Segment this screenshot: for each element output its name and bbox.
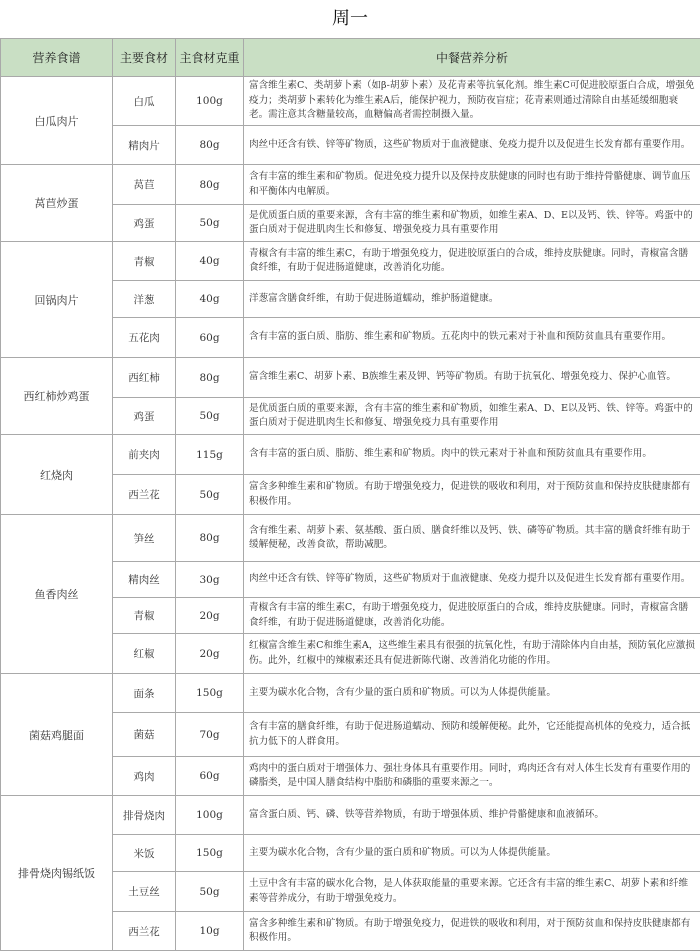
nutrition-analysis: 含有丰富的维生素和矿物质。促进免疫力提升以及保持皮肤健康的同时也有助于维持骨骼健康、调节血压和平衡体内电解质。 xyxy=(244,165,700,205)
ingredient-name: 鸡蛋 xyxy=(113,398,176,435)
ingredient-weight: 80g xyxy=(176,358,244,398)
ingredient-name: 前夹肉 xyxy=(113,435,176,475)
nutrition-analysis: 是优质蛋白质的重要来源，含有丰富的维生素和矿物质，如维生素A、D、E以及钙、铁、锌等。鸡蛋中的蛋白质对于促进肌肉生长和修复、增强免疫力具有重要作用 xyxy=(244,205,700,242)
nutrition-analysis: 富含多种维生素和矿物质。有助于增强免疫力，促进铁的吸收和利用，对于预防贫血和保持皮肤健康都有积极作用。 xyxy=(244,912,700,951)
ingredient-name: 青椒 xyxy=(113,598,176,634)
nutrition-analysis: 含有丰富的蛋白质、脂肪、维生素和矿物质。五花肉中的铁元素对于补血和预防贫血具有重要作用。 xyxy=(244,318,700,358)
nutrition-analysis: 红椒富含维生素C和维生素A，这些维生素具有很强的抗氧化性，有助于清除体内自由基，预防氧化应激损伤。此外，红椒中的辣椒素还具有促进新陈代谢、改善消化功能的作用。 xyxy=(244,634,700,674)
ingredient-weight: 30g xyxy=(176,562,244,598)
ingredient-name: 笋丝 xyxy=(113,515,176,562)
ingredient-weight: 50g xyxy=(176,872,244,912)
ingredient-weight: 150g xyxy=(176,835,244,872)
header-weight: 主食材克重 xyxy=(176,39,244,77)
ingredient-weight: 50g xyxy=(176,475,244,515)
ingredient-weight: 20g xyxy=(176,598,244,634)
nutrition-analysis: 含有丰富的蛋白质、脂肪、维生素和矿物质。肉中的铁元素对于补血和预防贫血具有重要作用。 xyxy=(244,435,700,475)
ingredient-name: 莴苣 xyxy=(113,165,176,205)
ingredient-weight: 50g xyxy=(176,398,244,435)
ingredient-name: 米饭 xyxy=(113,835,176,872)
nutrition-analysis: 青椒含有丰富的维生素C，有助于增强免疫力，促进胶原蛋白的合成，维持皮肤健康。同时，青椒富含膳食纤维，有助于促进肠道健康，改善消化功能。 xyxy=(244,598,700,634)
dish-name: 鱼香肉丝 xyxy=(1,515,113,674)
ingredient-weight: 80g xyxy=(176,515,244,562)
table-row xyxy=(1,435,700,475)
page-title: 周一 xyxy=(0,0,700,38)
nutrition-analysis: 含有维生素、胡萝卜素、氨基酸、蛋白质、膳食纤维以及钙、铁、磷等矿物质。其丰富的膳食纤维有助于缓解便秘，改善食欲，帮助减肥。 xyxy=(244,515,700,562)
nutrition-analysis: 主要为碳水化合物，含有少量的蛋白质和矿物质。可以为人体提供能量。 xyxy=(244,674,700,713)
ingredient-weight: 50g xyxy=(176,205,244,242)
table-row xyxy=(1,242,700,281)
ingredient-name: 五花肉 xyxy=(113,318,176,358)
nutrition-analysis: 含有丰富的膳食纤维，有助于促进肠道蠕动、预防和缓解便秘。此外，它还能提高机体的免疫力，适合抵抗力低下的人群食用。 xyxy=(244,713,700,757)
ingredient-weight: 60g xyxy=(176,757,244,796)
ingredient-name: 白瓜 xyxy=(113,77,176,126)
ingredient-name: 西兰花 xyxy=(113,475,176,515)
nutrition-analysis: 富含维生素C、胡萝卜素、B族维生素及钾、钙等矿物质。有助于抗氧化、增强免疫力、保护心血管。 xyxy=(244,358,700,398)
table-header-row xyxy=(1,39,700,77)
table-row xyxy=(1,674,700,713)
nutrition-analysis: 富含维生素C、类胡萝卜素（如β-胡萝卜素）及花青素等抗氧化剂。维生素C可促进胶原蛋白合成，增强免疫力；类胡萝卜素转化为维生素A后，能保护视力，预防夜盲症；花青素则通过清除自由基延缓细胞衰老。需注意其含糖量较高，血糖偏高者需控制摄入量。 xyxy=(244,77,700,126)
nutrition-analysis: 是优质蛋白质的重要来源，含有丰富的维生素和矿物质，如维生素A、D、E以及钙、铁、锌等。鸡蛋中的蛋白质对于促进肌肉生长和修复、增强免疫力具有重要作用 xyxy=(244,398,700,435)
ingredient-name: 西兰花 xyxy=(113,912,176,951)
ingredient-weight: 70g xyxy=(176,713,244,757)
header-analysis: 中餐营养分析 xyxy=(244,39,700,77)
ingredient-weight: 100g xyxy=(176,796,244,835)
dish-name: 红烧肉 xyxy=(1,435,113,515)
table-row xyxy=(1,77,700,126)
table-row xyxy=(1,165,700,205)
ingredient-name: 洋葱 xyxy=(113,281,176,318)
nutrition-analysis: 富含多种维生素和矿物质。有助于增强免疫力，促进铁的吸收和利用，对于预防贫血和保持皮肤健康都有积极作用。 xyxy=(244,475,700,515)
ingredient-weight: 10g xyxy=(176,912,244,951)
ingredient-weight: 20g xyxy=(176,634,244,674)
ingredient-name: 红椒 xyxy=(113,634,176,674)
dish-name: 菌菇鸡腿面 xyxy=(1,674,113,796)
ingredient-name: 鸡蛋 xyxy=(113,205,176,242)
dish-name: 回锅肉片 xyxy=(1,242,113,358)
dish-name: 西红柿炒鸡蛋 xyxy=(1,358,113,435)
ingredient-weight: 115g xyxy=(176,435,244,475)
ingredient-weight: 100g xyxy=(176,77,244,126)
nutrition-analysis: 洋葱富含膳食纤维，有助于促进肠道蠕动，维护肠道健康。 xyxy=(244,281,700,318)
ingredient-name: 面条 xyxy=(113,674,176,713)
table-body xyxy=(1,77,700,951)
dish-name: 排骨烧肉锡纸饭 xyxy=(1,796,113,951)
ingredient-weight: 40g xyxy=(176,281,244,318)
nutrition-analysis: 主要为碳水化合物，含有少量的蛋白质和矿物质。可以为人体提供能量。 xyxy=(244,835,700,872)
table-row xyxy=(1,358,700,398)
nutrition-analysis: 肉丝中还含有铁、锌等矿物质，这些矿物质对于血液健康、免疫力提升以及促进生长发育都有重要作用。 xyxy=(244,562,700,598)
nutrition-analysis: 青椒含有丰富的维生素C，有助于增强免疫力，促进胶原蛋白的合成，维持皮肤健康。同时，青椒富含膳食纤维，有助于促进肠道健康，改善消化功能。 xyxy=(244,242,700,281)
ingredient-name: 排骨烧肉 xyxy=(113,796,176,835)
table-row xyxy=(1,515,700,562)
ingredient-name: 菌菇 xyxy=(113,713,176,757)
table-row xyxy=(1,796,700,835)
ingredient-weight: 150g xyxy=(176,674,244,713)
ingredient-name: 精肉丝 xyxy=(113,562,176,598)
nutrition-analysis: 鸡肉中的蛋白质对于增强体力、强壮身体具有重要作用。同时，鸡肉还含有对人体生长发育有重要作用的磷脂类，是中国人膳食结构中脂肪和磷脂的重要来源之一。 xyxy=(244,757,700,796)
ingredient-name: 西红柿 xyxy=(113,358,176,398)
ingredient-name: 精肉片 xyxy=(113,126,176,165)
header-ingredient: 主要食材 xyxy=(113,39,176,77)
ingredient-name: 青椒 xyxy=(113,242,176,281)
nutrition-table xyxy=(0,38,700,951)
dish-name: 白瓜肉片 xyxy=(1,77,113,165)
ingredient-weight: 40g xyxy=(176,242,244,281)
ingredient-weight: 60g xyxy=(176,318,244,358)
ingredient-weight: 80g xyxy=(176,165,244,205)
nutrition-analysis: 土豆中含有丰富的碳水化合物，是人体获取能量的重要来源。它还含有丰富的维生素C、胡萝卜素和纤维素等营养成分，有助于增强免疫力。 xyxy=(244,872,700,912)
ingredient-name: 鸡肉 xyxy=(113,757,176,796)
dish-name: 莴苣炒蛋 xyxy=(1,165,113,242)
ingredient-name: 土豆丝 xyxy=(113,872,176,912)
header-recipe: 营养食谱 xyxy=(1,39,113,77)
nutrition-analysis: 富含蛋白质、钙、磷、铁等营养物质，有助于增强体质、维护骨骼健康和血液循环。 xyxy=(244,796,700,835)
ingredient-weight: 80g xyxy=(176,126,244,165)
nutrition-analysis: 肉丝中还含有铁、锌等矿物质，这些矿物质对于血液健康、免疫力提升以及促进生长发育都有重要作用。 xyxy=(244,126,700,165)
